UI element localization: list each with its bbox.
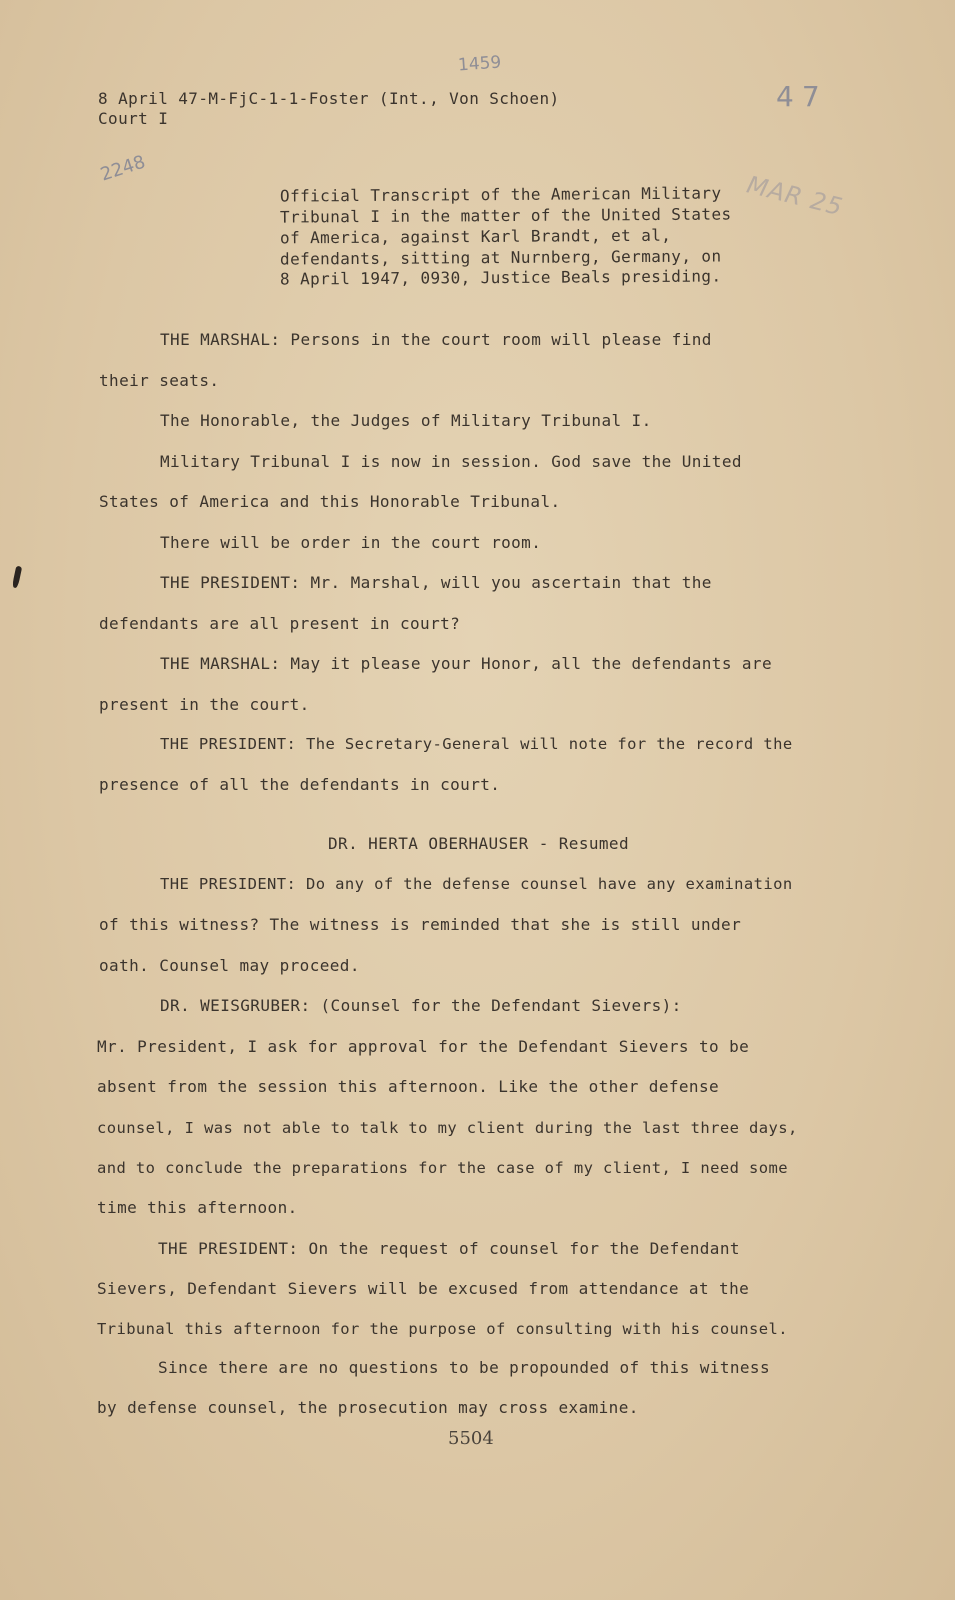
body-line-22: time this afternoon. [97, 1198, 298, 1217]
ink-mark [12, 566, 22, 589]
header-line-2: Court I [98, 109, 169, 128]
body-line-7: THE PRESIDENT: Mr. Marshal, will you ascertain that the [160, 573, 712, 592]
body-line-23: THE PRESIDENT: On the request of counsel for the Defendant [158, 1239, 740, 1258]
body-line-2: their seats. [99, 371, 220, 390]
body-line-16: oath. Counsel may proceed. [99, 956, 360, 975]
body-line-4: Military Tribunal I is now in session. God save the United [160, 452, 742, 471]
body-line-15: of this witness? The witness is reminded that she is still under [99, 915, 742, 934]
intro-line-5: 8 April 1947, 0930, Justice Beals presiding. [279, 266, 722, 289]
body-line-17: DR. WEISGRUBER: (Counsel for the Defendant Sievers): [160, 996, 682, 1015]
body-line-3: The Honorable, the Judges of Military Tribunal I. [160, 411, 652, 430]
body-line-25: Tribunal this afternoon for the purpose of consulting with his counsel. [97, 1320, 788, 1338]
intro-line-1: Official Transcript of the American Military [279, 183, 722, 206]
handwritten-corner-number: 47 [776, 80, 828, 113]
intro-line-3: of America, against Karl Brandt, et al, [279, 225, 672, 248]
date-stamp: MAR 25 [744, 170, 846, 222]
body-line-24: Sievers, Defendant Sievers will be excused from attendance at the [97, 1279, 750, 1298]
intro-line-2: Tribunal I in the matter of the United States [279, 204, 732, 227]
body-line-19: absent from the session this afternoon. Like the other defense [97, 1077, 720, 1096]
page-number: 5504 [448, 1428, 494, 1449]
body-line-5: States of America and this Honorable Tribunal. [99, 492, 561, 511]
body-line-12: presence of all the defendants in court. [99, 775, 501, 794]
body-line-27: by defense counsel, the prosecution may cross examine. [97, 1398, 639, 1417]
body-line-26: Since there are no questions to be propounded of this witness [158, 1358, 771, 1377]
intro-line-4: defendants, sitting at Nurnberg, Germany, on [279, 246, 722, 269]
body-line-8: defendants are all present in court? [99, 614, 461, 633]
handwritten-top-number: 1459 [457, 52, 502, 76]
body-line-14: THE PRESIDENT: Do any of the defense counsel have any examination [160, 875, 793, 893]
body-line-11: THE PRESIDENT: The Secretary-General will note for the record the [160, 735, 793, 753]
handwritten-left-number: 2248 [97, 151, 148, 186]
body-line-6: There will be order in the court room. [160, 533, 542, 552]
body-line-10: present in the court. [99, 695, 310, 714]
body-line-18: Mr. President, I ask for approval for the Defendant Sievers to be [97, 1037, 750, 1056]
body-line-21: and to conclude the preparations for the case of my client, I need some [97, 1159, 788, 1177]
body-line-1: THE MARSHAL: Persons in the court room will please find [160, 330, 712, 349]
witness-heading: DR. HERTA OBERHAUSER - Resumed [328, 834, 629, 853]
body-line-9: THE MARSHAL: May it please your Honor, all the defendants are [160, 654, 773, 673]
body-line-20: counsel, I was not able to talk to my client during the last three days, [97, 1119, 798, 1137]
header-line-1: 8 April 47-M-FjC-1-1-Foster (Int., Von Schoen) [98, 89, 560, 108]
